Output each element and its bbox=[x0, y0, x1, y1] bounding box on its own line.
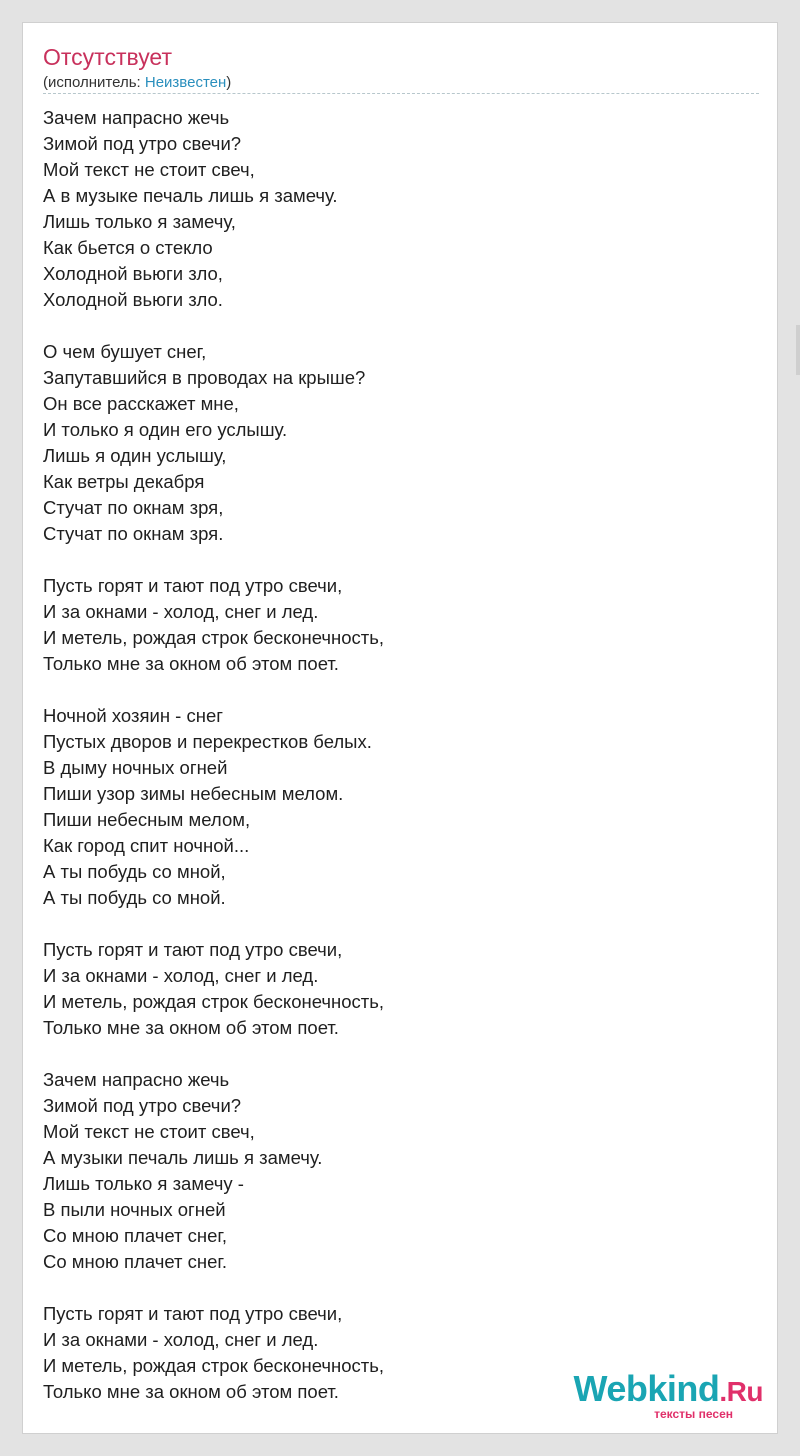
lyric-line: И только я один его услышу. bbox=[43, 419, 288, 440]
lyric-line: А ты побудь со мной, bbox=[43, 861, 226, 882]
logo-wordmark bbox=[574, 1369, 763, 1412]
logo-tld-text: .Ru bbox=[719, 1376, 763, 1407]
artist-line bbox=[43, 74, 231, 92]
lyric-line: Пусть горят и тают под утро свечи, bbox=[43, 1303, 343, 1324]
lyric-stanza bbox=[43, 573, 743, 677]
lyric-stanza bbox=[43, 339, 743, 547]
lyric-line: Как бьется о стекло bbox=[43, 237, 213, 258]
lyric-line: Стучат по окнам зря. bbox=[43, 523, 224, 544]
lyric-line: Ночной хозяин - снег bbox=[43, 705, 223, 726]
lyrics-body bbox=[43, 105, 743, 1431]
lyric-line: Пустых дворов и перекрестков белых. bbox=[43, 731, 372, 752]
lyric-line: Со мною плачет снег, bbox=[43, 1225, 228, 1246]
lyric-line: Зачем напрасно жечь bbox=[43, 107, 230, 128]
lyric-line: Лишь я один услышу, bbox=[43, 445, 227, 466]
lyric-line: Зачем напрасно жечь bbox=[43, 1069, 230, 1090]
lyric-line: Пусть горят и тают под утро свечи, bbox=[43, 575, 343, 596]
lyric-line: Холодной вьюги зло, bbox=[43, 263, 223, 284]
lyric-line: И за окнами - холод, снег и лед. bbox=[43, 965, 319, 986]
lyric-line: Как город спит ночной... bbox=[43, 835, 250, 856]
lyric-line: Только мне за окном об этом поет. bbox=[43, 1017, 339, 1038]
artist-prefix: (исполнитель: bbox=[43, 74, 145, 91]
lyric-line: Стучат по окнам зря, bbox=[43, 497, 224, 518]
lyric-line: И метель, рождая строк бесконечность, bbox=[43, 991, 385, 1012]
lyric-line: Пиши небесным мелом, bbox=[43, 809, 251, 830]
lyric-line: И за окнами - холод, снег и лед. bbox=[43, 1329, 319, 1350]
lyric-line: Лишь только я замечу - bbox=[43, 1173, 244, 1194]
artist-link[interactable]: Неизвестен bbox=[144, 74, 227, 91]
lyric-line: И за окнами - холод, снег и лед. bbox=[43, 601, 319, 622]
lyrics-card bbox=[22, 22, 778, 1434]
lyric-line: Пиши узор зимы небесным мелом. bbox=[43, 783, 344, 804]
lyric-line: А в музыке печаль лишь я замечу. bbox=[43, 185, 338, 206]
lyric-line: И метель, рождая строк бесконечность, bbox=[43, 627, 385, 648]
lyric-line: В пыли ночных огней bbox=[43, 1199, 226, 1220]
lyric-stanza bbox=[43, 105, 743, 313]
lyric-line: Со мною плачет снег. bbox=[43, 1251, 228, 1272]
lyric-line: Лишь только я замечу, bbox=[43, 211, 236, 232]
lyric-line: Зимой под утро свечи? bbox=[43, 1095, 242, 1116]
lyric-line: И метель, рождая строк бесконечность, bbox=[43, 1355, 385, 1376]
title-divider bbox=[43, 93, 759, 94]
logo-main-text: Webkind bbox=[573, 1368, 720, 1409]
lyric-line: В дыму ночных огней bbox=[43, 757, 228, 778]
song-title: Отсутствует bbox=[43, 44, 172, 70]
lyric-stanza bbox=[43, 937, 743, 1041]
site-logo[interactable] bbox=[567, 1369, 763, 1429]
lyric-line: Запутавшийся в проводах на крыше? bbox=[43, 367, 366, 388]
lyric-line: Только мне за окном об этом поет. bbox=[43, 653, 339, 674]
scrollbar-thumb[interactable] bbox=[796, 325, 800, 375]
artist-suffix: ) bbox=[226, 74, 232, 91]
lyric-line: Он все расскажет мне, bbox=[43, 393, 239, 414]
lyric-stanza bbox=[43, 703, 743, 911]
lyric-line: О чем бушует снег, bbox=[43, 341, 207, 362]
lyric-line: Мой текст не стоит свеч, bbox=[43, 159, 255, 180]
lyric-line: Мой текст не стоит свеч, bbox=[43, 1121, 255, 1142]
lyric-line: Пусть горят и тают под утро свечи, bbox=[43, 939, 343, 960]
lyric-line: А музыки печаль лишь я замечу. bbox=[43, 1147, 323, 1168]
lyric-line: Холодной вьюги зло. bbox=[43, 289, 223, 310]
lyric-line: А ты побудь со мной. bbox=[43, 887, 226, 908]
lyric-stanza bbox=[43, 1067, 743, 1275]
lyric-line: Как ветры декабря bbox=[43, 471, 205, 492]
lyric-line: Зимой под утро свечи? bbox=[43, 133, 242, 154]
logo-subtitle: тексты песен bbox=[654, 1407, 733, 1421]
lyric-line: Только мне за окном об этом поет. bbox=[43, 1381, 339, 1402]
